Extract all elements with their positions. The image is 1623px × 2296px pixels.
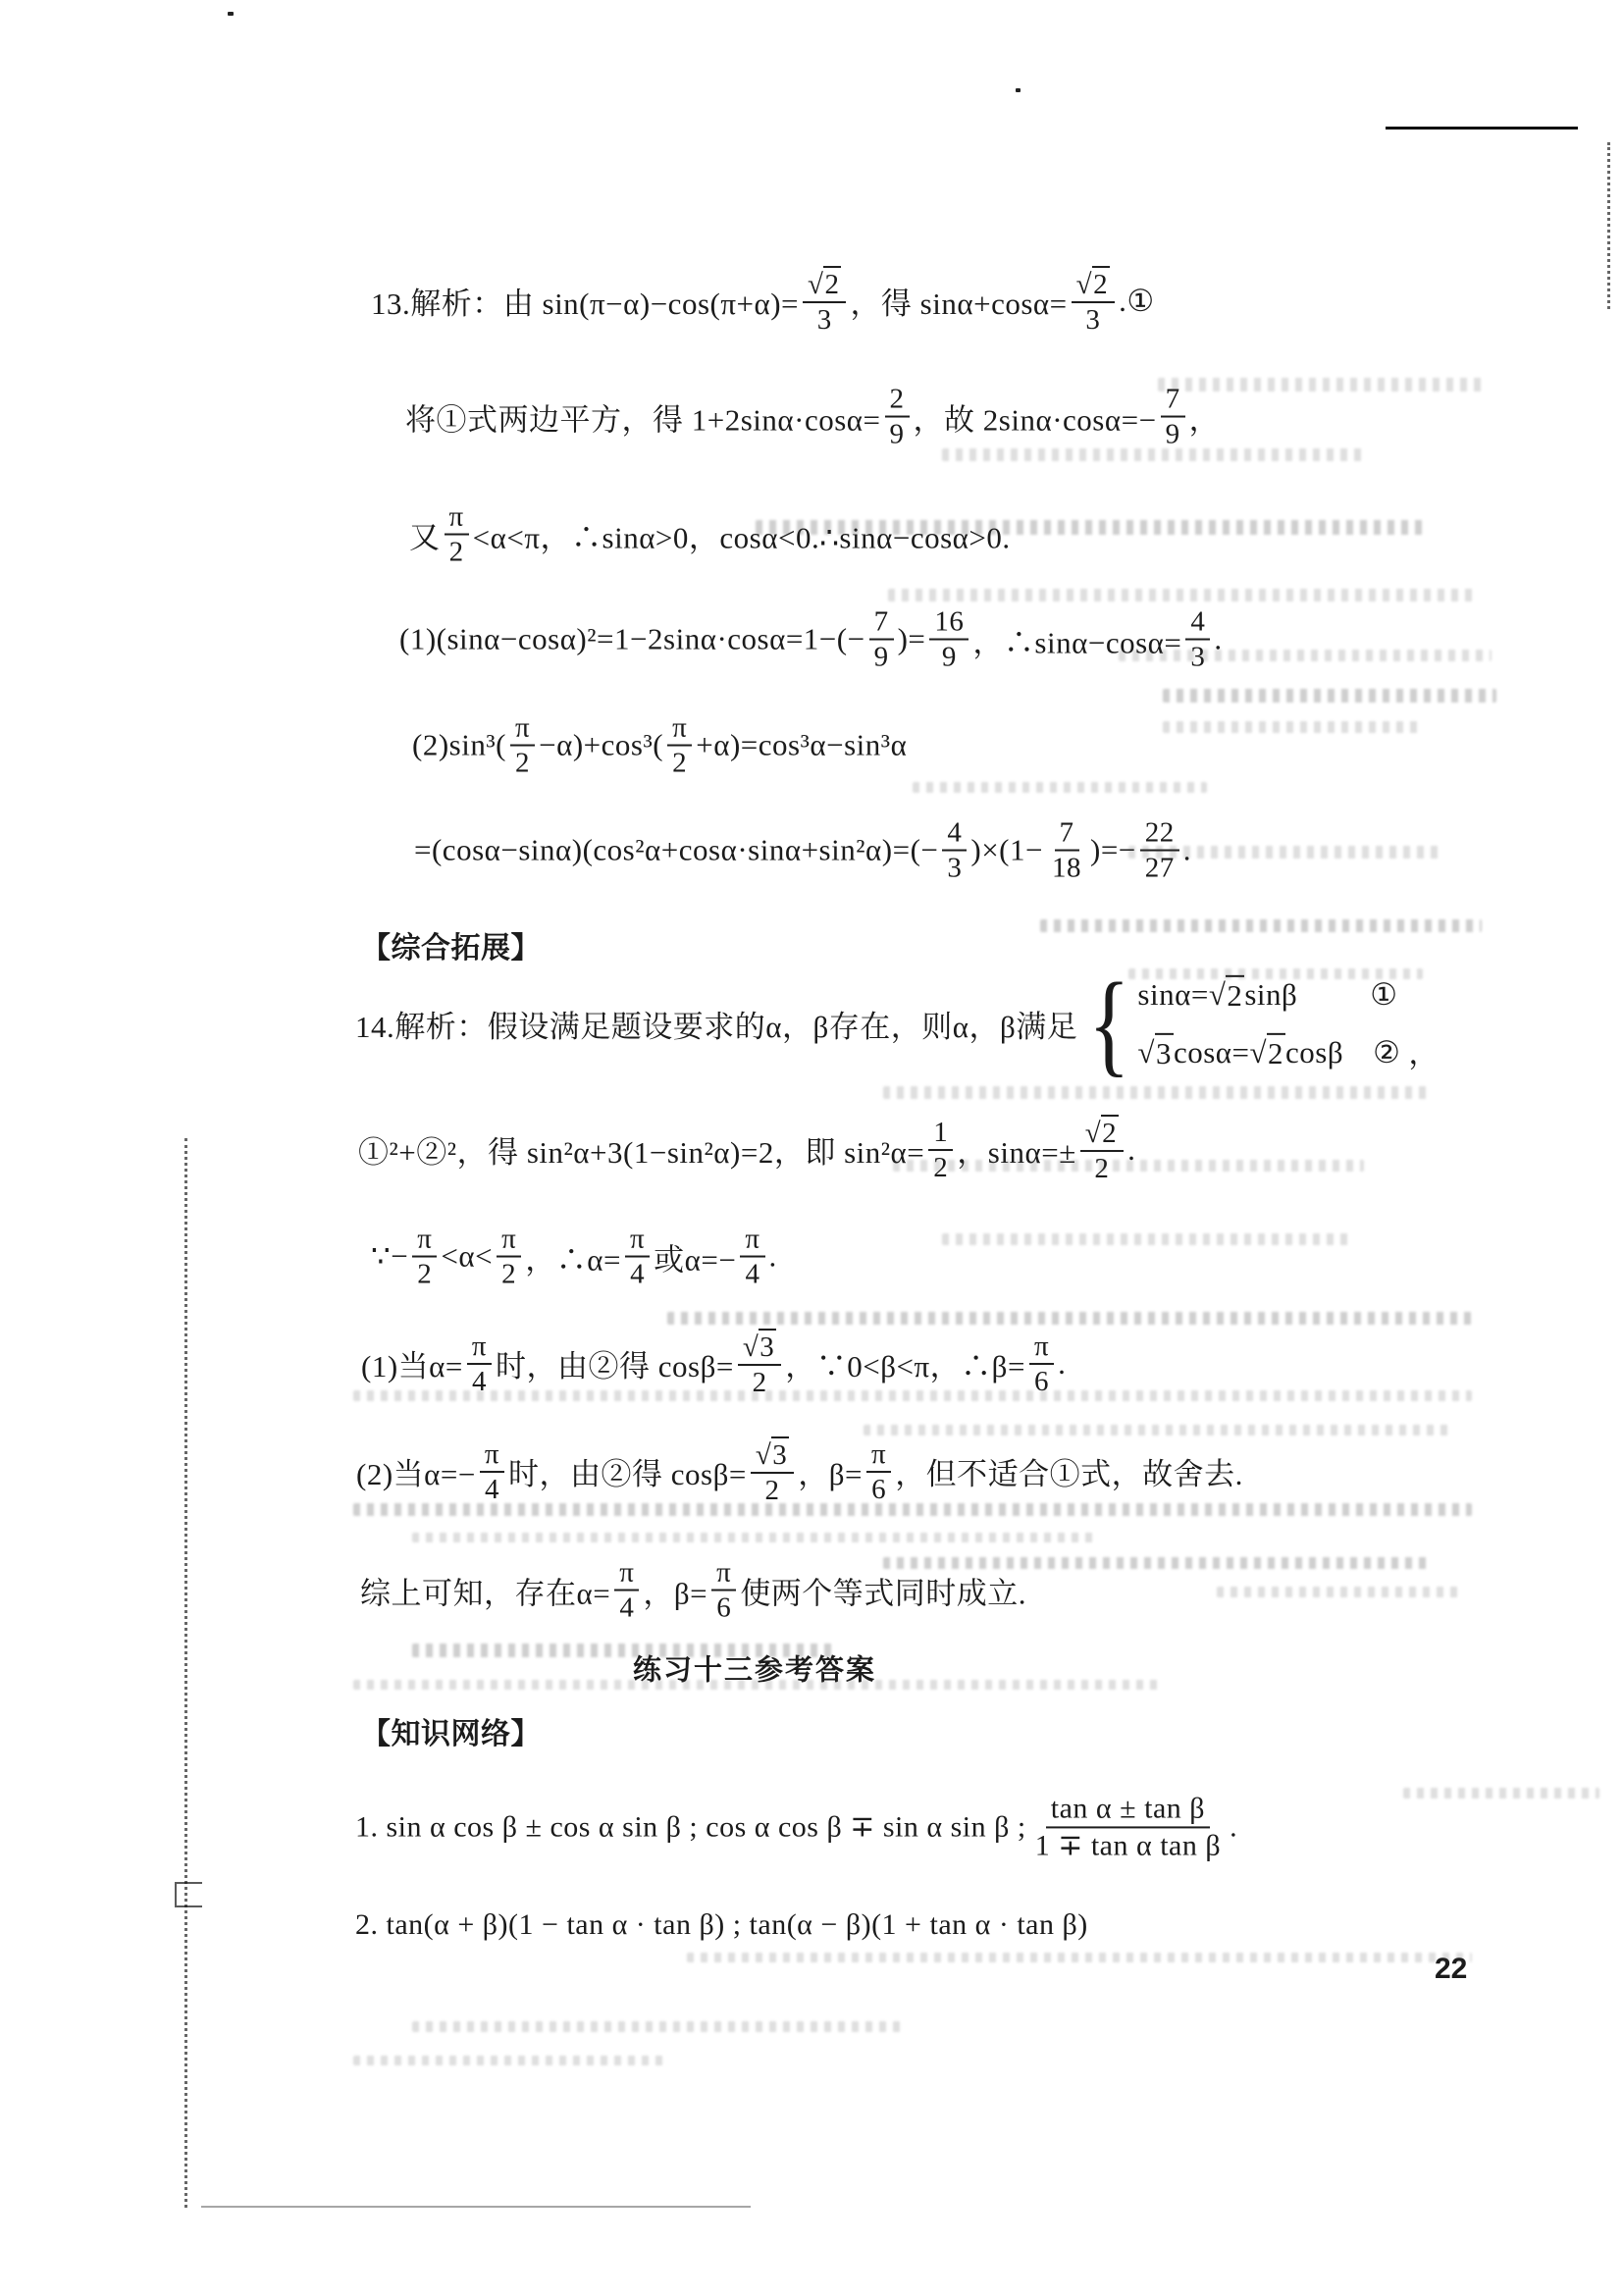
fraction: [751, 1436, 794, 1507]
fraction-numerator: π: [497, 1224, 521, 1258]
bleedthrough-smudge: [756, 520, 1423, 535]
bleedthrough-smudge: [1217, 1587, 1462, 1597]
math-text: ，得 sinα+cosα=: [850, 287, 1068, 322]
math-text: 时，由②得 cosβ=: [496, 1349, 734, 1384]
math-text: 综上可知，存在α=: [360, 1576, 611, 1611]
fraction-denominator: 2: [752, 1367, 767, 1399]
math-text: 或α=−: [654, 1242, 737, 1278]
scan-artifact-speck: [1016, 88, 1021, 92]
fraction-denominator: 2: [417, 1259, 433, 1290]
math-text: −α)+cos³(: [539, 728, 664, 762]
fraction-denominator: 18: [1052, 853, 1081, 884]
fraction: [1029, 1331, 1054, 1398]
fraction: [1072, 266, 1115, 337]
fraction-numerator: 7: [1161, 384, 1185, 418]
math-text: ，β=: [643, 1576, 708, 1611]
fraction-denominator: 2: [1094, 1153, 1110, 1185]
bleedthrough-smudge: [893, 1160, 1364, 1172]
bleedthrough-smudge: [1128, 846, 1442, 859]
fraction-numerator: π: [467, 1331, 492, 1365]
knowledge-formula-1: [355, 1792, 1237, 1861]
fraction: [711, 1557, 736, 1625]
math-text: cosβ: [1285, 1034, 1344, 1070]
fraction-numerator: π: [480, 1438, 504, 1473]
fraction-numerator: 2: [885, 384, 910, 418]
math-text: 2. tan(α + β)(1 − tan α · tan β) ; tan(α − β)(1 + tan α · tan β): [355, 1908, 1088, 1941]
math-text: ，∵0<β<π，∴β=: [785, 1349, 1025, 1384]
math-text: ，故 2sinα·cosα=−: [913, 402, 1157, 438]
math-text: +α)=cos³α−sin³α: [696, 728, 908, 762]
math-text: ∵−: [371, 1239, 409, 1274]
scan-artifact-bottom-line: [201, 2206, 751, 2208]
bleedthrough-smudge: [353, 1503, 1472, 1516]
fraction-numerator: π: [1029, 1331, 1054, 1365]
fraction-numerator: π: [510, 712, 535, 747]
fraction-numerator: π: [445, 501, 469, 536]
bleedthrough-smudge: [412, 2021, 903, 2032]
solution-13-line-1: [371, 266, 1155, 337]
fraction-numerator: [1072, 266, 1115, 303]
math-text: ，β=: [798, 1457, 864, 1492]
fraction-denominator: 2: [764, 1475, 780, 1507]
fraction-denominator: 6: [871, 1474, 887, 1505]
math-text: ，∴α=: [525, 1242, 621, 1278]
fraction: [1161, 384, 1185, 451]
fraction-denominator: 4: [619, 1592, 635, 1624]
section-header-comprehensive: [361, 923, 541, 966]
fraction-numerator: 7: [1055, 817, 1079, 852]
fraction: [738, 1329, 781, 1399]
page-number: 22: [1435, 1953, 1468, 1985]
radicand: 2: [1101, 1115, 1119, 1149]
solution-13-line-3: [409, 501, 1011, 569]
math-text: .: [1230, 1810, 1238, 1843]
fraction-denominator: 4: [630, 1259, 646, 1290]
solution-14-line-1: [355, 958, 1440, 1087]
math-text: .: [1058, 1346, 1067, 1381]
math-text: .: [1182, 833, 1192, 867]
math-text: 13.解析：由 sin(π−α)−cos(π+α)=: [371, 287, 800, 322]
bleedthrough-smudge: [1158, 378, 1482, 391]
fraction-numerator: π: [866, 1438, 891, 1473]
fraction-denominator: 1 ∓ tan α tan β: [1034, 1829, 1222, 1861]
bleedthrough-smudge: [353, 1680, 1158, 1690]
fraction-numerator: [1080, 1115, 1124, 1152]
fraction-numerator: 4: [942, 817, 967, 852]
math-text: )=: [897, 622, 926, 656]
fraction: [467, 1331, 492, 1398]
math-text: 将①式两边平方，得 1+2sinα·cosα=: [405, 402, 881, 438]
fraction-numerator: 7: [869, 606, 894, 641]
scan-artifact-speck: [228, 12, 234, 16]
solution-14-line-2: [358, 1115, 1135, 1185]
fraction-numerator: tan α ± tan β: [1046, 1792, 1210, 1828]
math-text: )×(1−: [970, 833, 1043, 867]
fraction-numerator: 16: [929, 606, 969, 641]
fraction-denominator: 6: [1034, 1366, 1050, 1397]
bleedthrough-smudge: [1163, 721, 1418, 733]
fraction-denominator: 9: [889, 419, 905, 450]
fraction-numerator: [803, 266, 846, 303]
fraction: [1080, 1115, 1124, 1185]
radical-sign: √: [755, 1439, 772, 1472]
radical-sign: √: [1249, 1034, 1268, 1070]
bleedthrough-smudge: [883, 1557, 1433, 1569]
bleedthrough-smudge: [942, 1233, 1354, 1245]
equation-2: [1137, 1033, 1400, 1071]
math-text: <α<: [441, 1239, 494, 1274]
math-text: (1)(sinα−cosα)²=1−2sinα·cosα=1−(−: [399, 622, 865, 656]
math-text: (1)当α=: [361, 1349, 463, 1384]
fraction: [412, 1224, 437, 1291]
bleedthrough-smudge: [942, 448, 1364, 461]
fraction-numerator: 4: [1185, 606, 1210, 641]
fraction-denominator: 3: [1190, 642, 1206, 673]
radical-sign: √: [1075, 269, 1093, 301]
radicand: 3: [759, 1329, 776, 1363]
radicand: 2: [1092, 266, 1110, 300]
math-text: )=−: [1090, 833, 1136, 867]
bleedthrough-smudge: [1403, 1788, 1599, 1799]
fraction-denominator: 3: [816, 304, 832, 337]
math-text: (2)sin³(: [412, 728, 506, 762]
fraction: [1030, 1792, 1226, 1861]
bleedthrough-smudge: [353, 1390, 1472, 1401]
fraction-numerator: π: [625, 1224, 650, 1258]
math-text: (2)当α=−: [356, 1457, 476, 1492]
fraction-denominator: 9: [873, 642, 889, 673]
fraction: [928, 1117, 953, 1184]
fraction-denominator: 3: [947, 853, 963, 884]
solution-14-line-4: [361, 1329, 1066, 1399]
fraction-numerator: π: [614, 1557, 639, 1592]
radical-sign: √: [1208, 976, 1227, 1012]
bleedthrough-smudge: [888, 589, 1477, 601]
bleedthrough-smudge: [1040, 919, 1482, 932]
solution-13-line-2: [405, 384, 1220, 451]
fraction-numerator: 22: [1140, 817, 1179, 852]
bleedthrough-smudge: [883, 1086, 1433, 1099]
fraction-denominator: 2: [501, 1259, 517, 1290]
fraction-denominator: 2: [933, 1152, 949, 1183]
heading-text: 练习十三参考答案: [633, 1654, 877, 1687]
math-text: ，sinα=±: [957, 1135, 1076, 1171]
bleedthrough-smudge: [913, 782, 1207, 793]
math-text: .: [1127, 1132, 1136, 1167]
fraction-numerator: π: [740, 1224, 764, 1258]
fraction-numerator: [738, 1329, 781, 1366]
solution-13-line-6: [414, 817, 1191, 885]
math-text: 1. sin α cos β ± cos α sin β ; cos α cos β ∓ sin α sin β ;: [355, 1810, 1026, 1844]
bleedthrough-smudge: [353, 2056, 667, 2065]
scan-artifact-left-dots: [184, 1138, 187, 2208]
section-header-knowledge-network: [361, 1709, 541, 1752]
solution-14-line-5: [356, 1436, 1243, 1507]
radicand: 3: [771, 1436, 789, 1471]
fraction-denominator: 9: [1165, 419, 1180, 450]
math-text: .: [768, 1239, 777, 1274]
fraction: [625, 1224, 650, 1291]
math-text: .①: [1119, 284, 1155, 318]
fraction-denominator: 27: [1144, 853, 1175, 884]
radicand: 2: [1226, 975, 1244, 1014]
radical-sign: √: [1084, 1118, 1102, 1150]
math-text: 时，由②得 cosβ=: [508, 1457, 747, 1492]
math-text: ，∴sinα−cosα=: [972, 625, 1182, 660]
radicand: 2: [1267, 1033, 1285, 1071]
fraction-numerator: π: [667, 712, 692, 747]
bleedthrough-smudge: [1163, 689, 1496, 703]
fraction: [480, 1438, 504, 1506]
fraction: [445, 501, 469, 569]
fraction-numerator: [751, 1436, 794, 1474]
bleedthrough-smudge: [412, 1644, 834, 1657]
fraction-denominator: 4: [745, 1259, 760, 1290]
radicand: 2: [823, 266, 841, 300]
radical-sign: √: [742, 1331, 759, 1364]
math-text: <α<π，∴sinα>0，cosα<0.∴sinα−cosα>0.: [472, 520, 1011, 555]
fraction: [885, 384, 910, 451]
math-text: ，: [1188, 402, 1221, 438]
math-text: cosα=: [1173, 1034, 1250, 1070]
fraction-denominator: 6: [716, 1592, 732, 1624]
bleedthrough-smudge: [1119, 650, 1492, 661]
math-text: ，但不适合①式，故舍去.: [895, 1457, 1243, 1492]
fraction-denominator: 2: [448, 537, 464, 568]
math-text: =(cosα−sinα)(cos²α+cosα·sinα+sin²α)=(−: [414, 833, 939, 867]
scan-artifact-bracket: [175, 1882, 202, 1907]
system-brace: {: [1088, 958, 1131, 1087]
math-text: sinβ: [1244, 976, 1298, 1012]
math-text: ，: [1408, 1036, 1440, 1071]
bleedthrough-smudge: [412, 1533, 1099, 1542]
scan-artifact-top-line: [1386, 127, 1578, 130]
fraction: [803, 266, 846, 337]
math-text: 14.解析：假设满足题设要求的α，β存在，则α，β满足: [355, 1009, 1078, 1044]
scan-artifact-right-dots: [1607, 142, 1610, 309]
fraction: [866, 1438, 891, 1506]
equation-1-tag: ①: [1370, 976, 1398, 1012]
fraction-numerator: π: [711, 1557, 736, 1592]
header-text: 【综合拓展】: [361, 932, 541, 965]
header-text: 【知识网络】: [361, 1718, 541, 1750]
fraction-denominator: 2: [515, 748, 531, 779]
equation-system: [1137, 975, 1400, 1071]
fraction-denominator: 4: [471, 1366, 487, 1397]
fraction: [869, 606, 894, 674]
fraction-denominator: 9: [941, 642, 957, 673]
fraction-numerator: π: [412, 1224, 437, 1258]
equation-1: [1137, 975, 1400, 1014]
fraction: [1047, 817, 1086, 885]
fraction: [510, 712, 535, 780]
bleedthrough-smudge: [864, 1425, 1452, 1435]
fraction: [667, 712, 692, 780]
fraction: [1185, 606, 1210, 674]
fraction: [497, 1224, 521, 1291]
math-text: .: [1214, 622, 1223, 656]
bleedthrough-smudge: [687, 1953, 1472, 1962]
fraction-denominator: 4: [484, 1474, 499, 1505]
bleedthrough-smudge: [667, 1312, 1472, 1325]
radical-sign: √: [1137, 1034, 1155, 1070]
radicand: 3: [1155, 1033, 1174, 1071]
radical-sign: √: [808, 269, 824, 301]
fraction-denominator: 2: [672, 748, 688, 779]
solution-14-line-3: [371, 1224, 777, 1291]
equation-2-tag: ②: [1373, 1034, 1401, 1070]
fraction: [740, 1224, 764, 1291]
bleedthrough-smudge: [1128, 968, 1423, 979]
fraction: [942, 817, 967, 885]
fraction: [929, 606, 969, 674]
solution-13-line-4: [399, 606, 1223, 674]
math-text: 又: [409, 520, 441, 555]
fraction: [614, 1557, 639, 1625]
fraction-denominator: 3: [1085, 304, 1101, 337]
fraction-numerator: 1: [928, 1117, 953, 1151]
solution-13-line-5: [412, 712, 907, 780]
knowledge-formula-2: [355, 1908, 1088, 1942]
math-text: ①²+②²，得 sin²α+3(1−sin²α)=2，即 sin²α=: [358, 1135, 925, 1171]
math-text: sinα=: [1137, 976, 1209, 1012]
math-text: 使两个等式同时成立.: [740, 1576, 1027, 1611]
